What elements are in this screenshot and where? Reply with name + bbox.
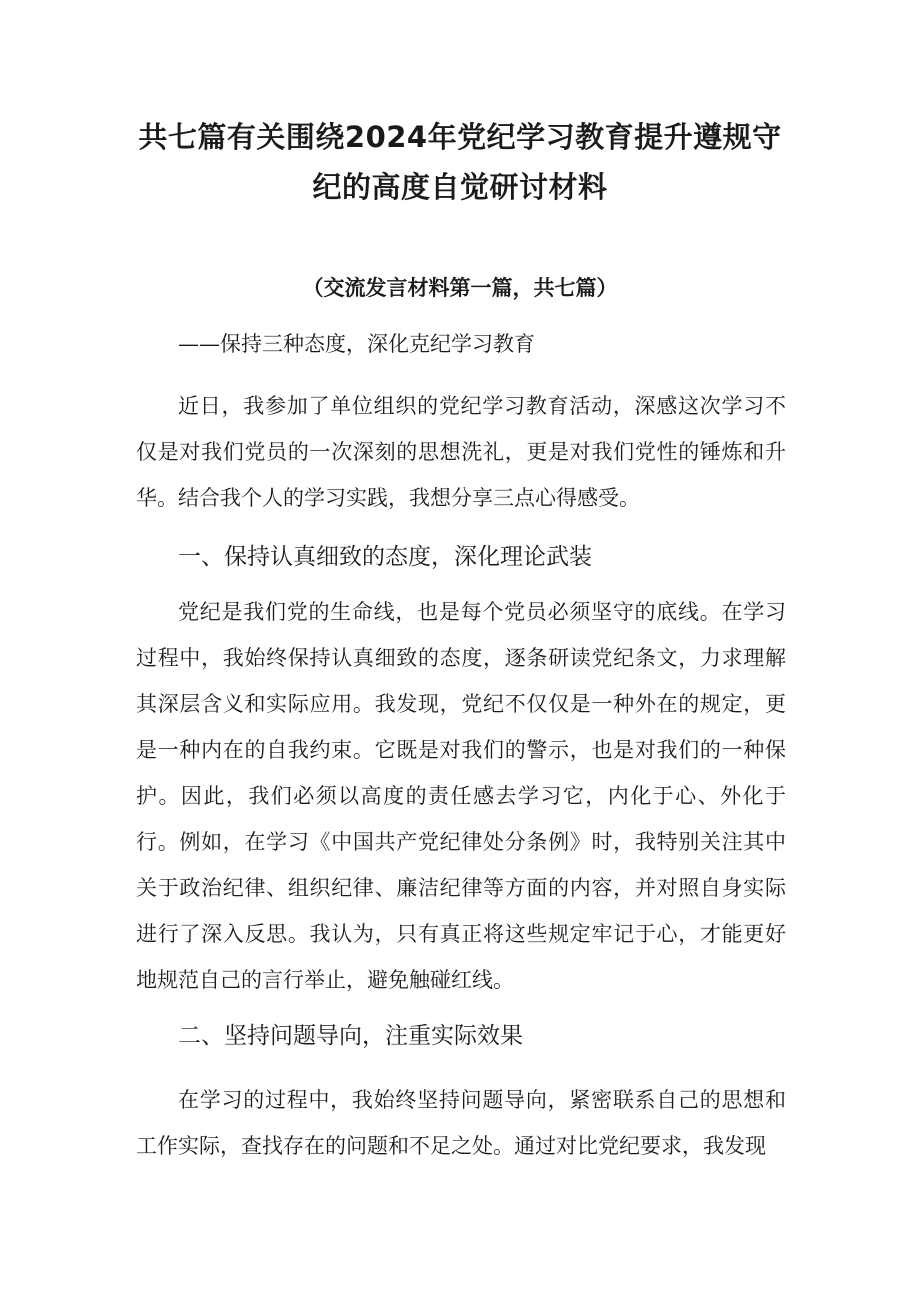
title-line-2: 纪的高度自觉研讨材料 <box>312 170 608 204</box>
intro-paragraph: 近日，我参加了单位组织的党纪学习教育活动，深感这次学习不仅是对我们党员的一次深刻的思想洗礼，更是对我们党性的锤炼和升华。结合我个人的学习实践，我想分享三点心得感受。 <box>136 394 786 510</box>
section-heading-2: 二、坚持问题导向，注重实际效果 <box>178 1023 523 1049</box>
section-heading-1: 一、保持认真细致的态度，深化理论武装 <box>178 544 592 570</box>
section-1-paragraph: 党纪是我们党的生命线，也是每个党员必须坚守的底线。在学习过程中，我始终保持认真细致的态度，逐条研读党纪条文，力求理解其深层含义和实际应用。我发现，党纪不仅仅是一种外在的规定，更是一种内在的自我约束。它既是对我们的警示，也是对我们的一种保护。因此，我们必须以高度的责任感去学习它，内化于心、外化于行。例如，在学习《中国共产党纪律处分条例》时，我特别关注其中关于政治纪律、组织纪律、廉洁纪律等方面的内容，并对照自身实际进行了深入反思。我认为，只有真正将这些规定牢记于心，才能更好地规范自己的言行举止，避免触碰红线。 <box>136 600 786 992</box>
title-line-1: 共七篇有关围绕2024年党纪学习教育提升遵规守 <box>138 120 782 154</box>
document-tagline: ——保持三种态度，深化克纪学习教育 <box>178 332 535 356</box>
section-2-paragraph: 在学习的过程中，我始终坚持问题导向，紧密联系自己的思想和工作实际，查找存在的问题和不足之处。通过对比党纪要求，我发现 <box>136 1088 786 1158</box>
document-title <box>130 112 790 212</box>
document-subtitle: （交流发言材料第一篇，共七篇） <box>302 275 618 300</box>
